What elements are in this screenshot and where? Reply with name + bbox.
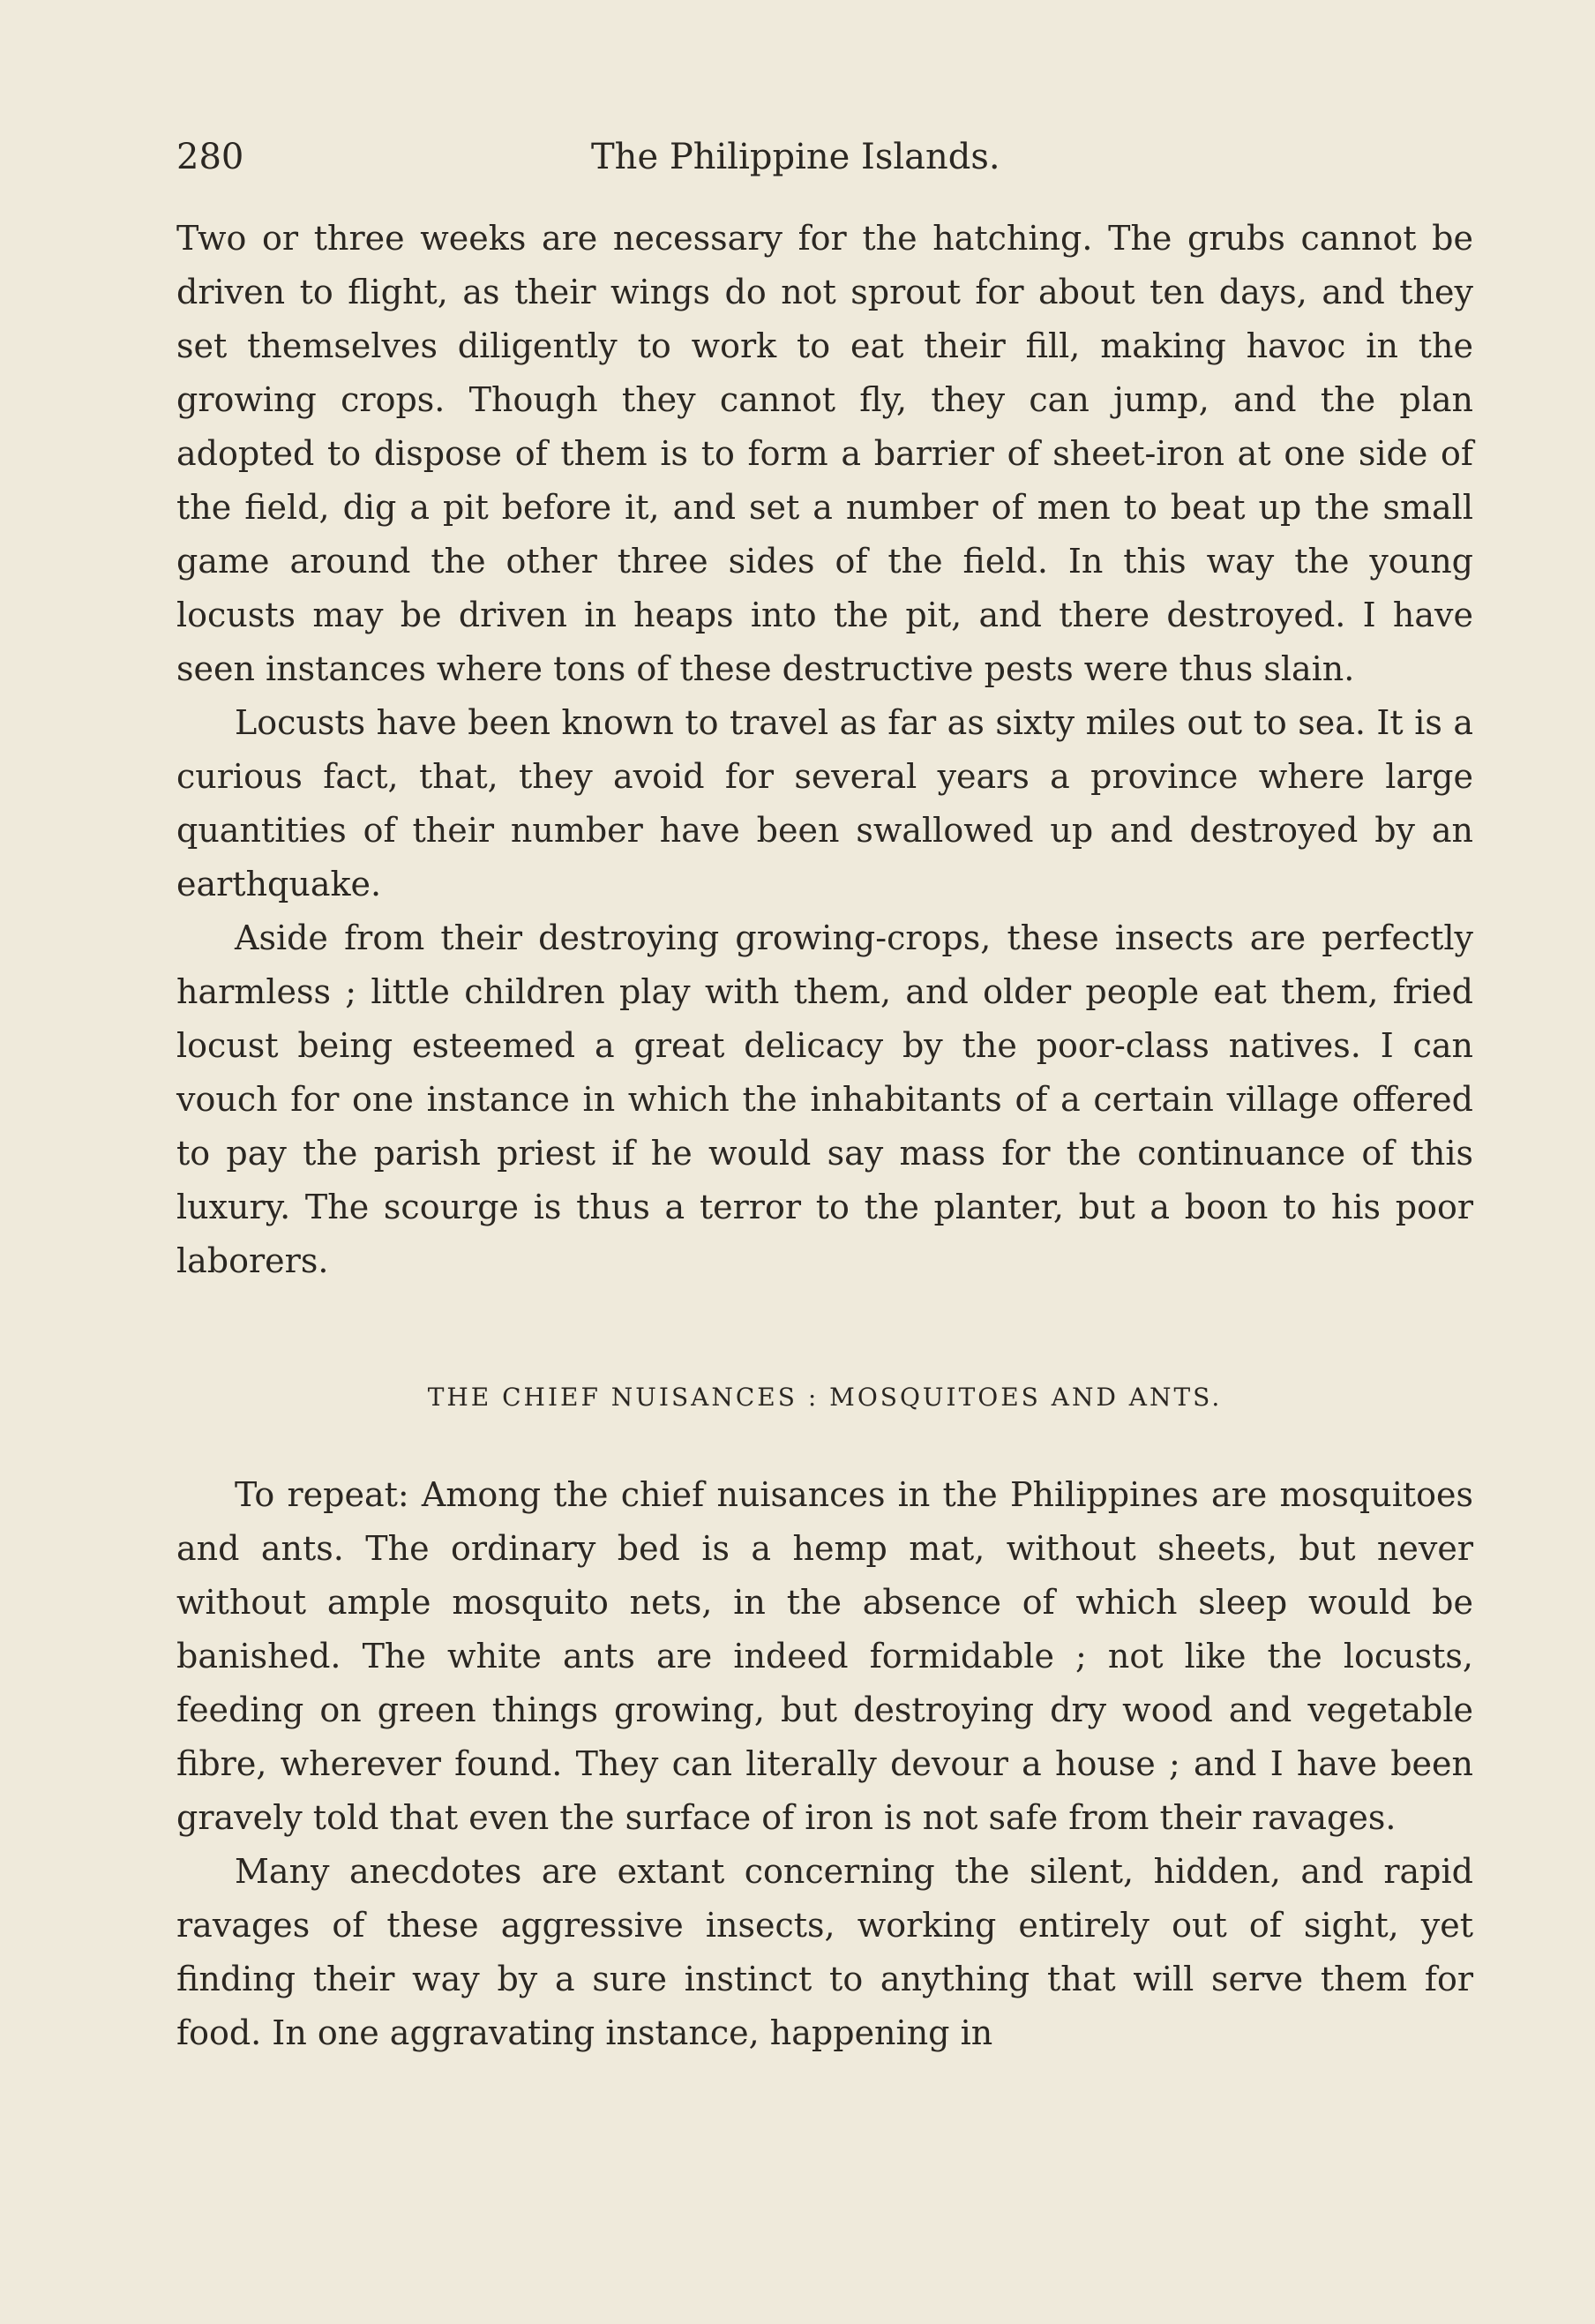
paragraph: Two or three weeks are necessary for the hatching. The grubs cannot be driven to flight, as their wings do not sprout for about ten days, and they set themselves diligently to work to eat their fill, making havoc in the growing crops. Though they cannot fly, they can jump, and the plan adopted to dispose of them is to form a barrier of sheet-iron at one side of the field, dig a pit before it, and set a number of men to beat up the small game around the other three sides of the field. In this way the young locusts may be driven in heaps into the pit, and there destroyed. I have seen instances where tons of these destructive pests were thus slain. bbox=[176, 219, 1473, 688]
page-number: 280 bbox=[176, 137, 244, 177]
paragraph: Locusts have been known to travel as far as sixty miles out to sea. It is a curious fact, that, they avoid for several years a province where large quantities of their number have been swallowed up and destroyed by an earthquake. bbox=[176, 703, 1473, 903]
running-head bbox=[176, 131, 1473, 184]
section-heading: THE CHIEF NUISANCES : MOSQUITOES AND ANTS. bbox=[427, 1383, 1223, 1412]
body-text bbox=[176, 212, 1473, 2060]
paragraph: Many anecdotes are extant concerning the silent, hidden, and rapid ravages of these aggressive insects, working entirely out of sight, yet finding their way by a sure instinct to anything that will serve them for food. In one aggravating instance, happening in bbox=[176, 1852, 1473, 2052]
paragraph: To repeat: Among the chief nuisances in the Philippines are mosquitoes and ants. The ordinary bed is a hemp mat, without sheets, but never without ample mosquito nets, in the absence of which sleep would be banished. The white ants are indeed formidable ; not like the locusts, feeding on green things growing, but destroying dry wood and vegetable fibre, wherever found. They can literally devour a house ; and I have been gravely told that even the surface of iron is not safe from their ravages. bbox=[176, 1475, 1473, 1837]
paragraph: Aside from their destroying growing-crops, these insects are perfectly harmless ; little children play with them, and older people eat them, fried locust being esteemed a great delicacy by the poor-class natives. I can vouch for one instance in which the inhabitants of a certain village offered to pay the parish priest if he would say mass for the continuance of this luxury. The scourge is thus a terror to the planter, but a boon to his poor laborers. bbox=[176, 918, 1473, 1280]
running-title: The Philippine Islands. bbox=[591, 137, 1000, 177]
